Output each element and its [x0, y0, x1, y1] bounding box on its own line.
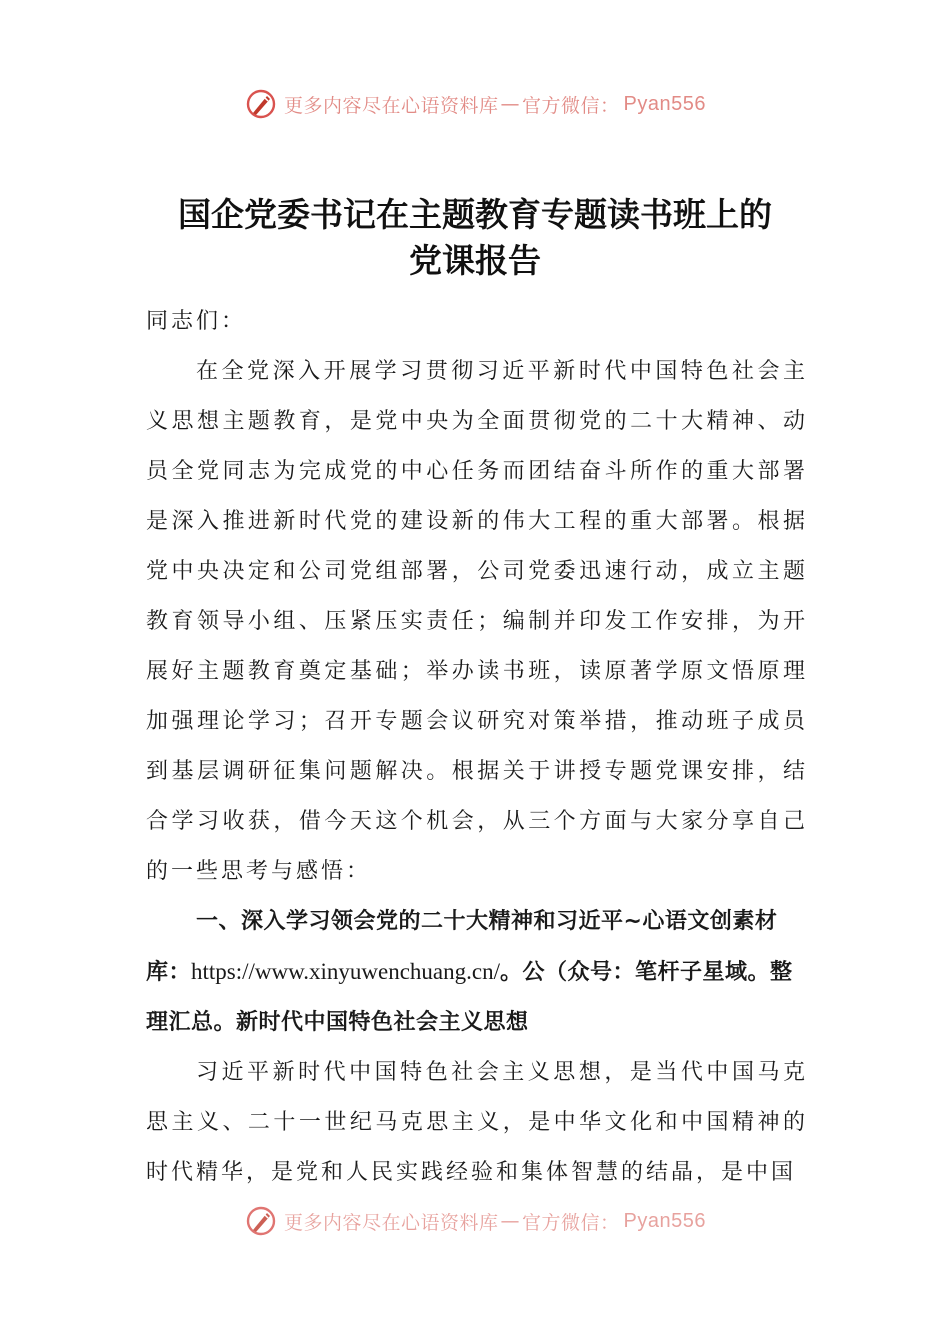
watermark-wechat-label: 官方微信：: [522, 94, 620, 117]
paragraph-intro: 在全党深入开展学习贯彻习近平新时代中国特色社会主义思想主题教育，是党中央为全面贯彻党的二十大精神、动员全党同志为完成党的中心任务而团结奋斗所作的重大部署是深入推进新时代党的建设新的伟大工程的重大部署。根据党中央决定和公司党组部署，公司党委迅速行动，成立主题教育领导小组、压紧压实责任；编制并印发工作安排，为开展好主题教育奠定基础；举办读书班，读原著学原文悟原理加强理论学习；召开专题会议研究对策举措，推动班子成员到基层调研征集问题解决。根据关于讲授专题党课安排，结合学习收获，借今天这个机会，从三个方面与大家分享自己的一些思考与感悟：: [146, 359, 808, 884]
fountain-pen-logo-icon: [244, 1204, 278, 1238]
document-body: [146, 297, 808, 1198]
watermark-text: 更多内容尽在心语资料库: [284, 94, 499, 117]
section-heading-1: [146, 897, 808, 1048]
title-line-1: 国企党委书记在主题教育专题读书班上的: [178, 195, 772, 234]
watermark-footer: [0, 1201, 950, 1241]
watermark-wechat-id: Pyan556: [623, 1209, 706, 1232]
section-heading-1-url: https://www.xinyuwenchuang.cn/: [191, 959, 500, 984]
watermark-separator: —: [500, 93, 521, 115]
watermark-text: 更多内容尽在心语资料库: [284, 1211, 499, 1234]
document-title: [140, 192, 810, 284]
salutation: 同志们：: [146, 309, 247, 334]
watermark-header: [0, 84, 950, 124]
fountain-pen-logo-icon: [244, 87, 278, 121]
section-heading-1-part2: 。公（众号：笔杆子星域。整理汇总。新时代中国特色社会主义思想: [146, 960, 793, 1035]
paragraph-section-1: 习近平新时代中国特色社会主义思想，是当代中国马克思主义、二十一世纪马克思主义，是中华文化和中国精神的时代精华，是党和人民实践经验和集体智慧的结晶，是中国: [146, 1060, 808, 1185]
watermark-wechat-label: 官方微信：: [522, 1211, 620, 1234]
watermark-separator: —: [500, 1210, 521, 1232]
title-line-2: 党课报告: [409, 241, 541, 280]
section-heading-1-part1: 一、深入学习领会党的二十大精神和习近平~心语文创素材库：: [146, 909, 778, 985]
watermark-wechat-id: Pyan556: [623, 92, 706, 115]
